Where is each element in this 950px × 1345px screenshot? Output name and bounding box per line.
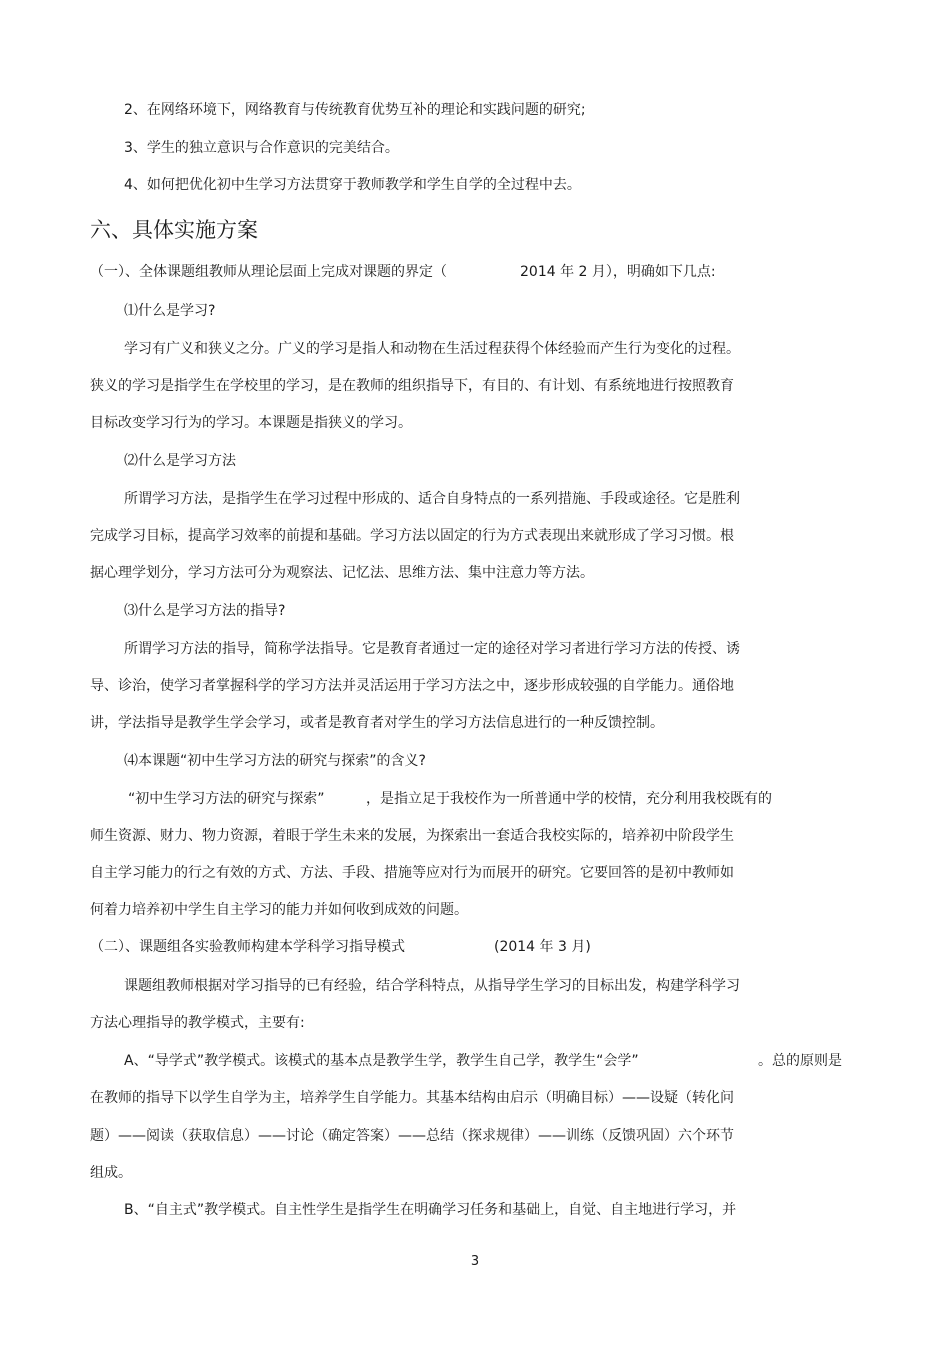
subsection-date: (2014 年 3 月) <box>494 939 591 955</box>
paragraph-line: 师生资源、财力、物力资源，着眼于学生未来的发展，为探索出一套适合我校实际的，培养初中阶段学生 <box>90 828 734 844</box>
paragraph-line: 。总的原则是 <box>758 1053 842 1069</box>
subsection-date: 2014 年 2 月），明确如下几点: <box>520 264 716 280</box>
list-item: 2、在网络环境下，网络教育与传统教育优势互补的理论和实践问题的研究; <box>124 102 586 118</box>
paragraph-line: 组成。 <box>90 1165 132 1181</box>
question-heading: ⑴什么是学习? <box>124 303 216 319</box>
paragraph-line: 在教师的指导下以学生自学为主，培养学生自学能力。其基本结构由启示（明确目标）——设疑（转化问 <box>90 1090 734 1106</box>
paragraph-line: 题）——阅读（获取信息）——讨论（确定答案）——总结（探求规律）——训练（反馈巩固）六个环节 <box>90 1128 734 1144</box>
subsection-title: （一）、全体课题组教师从理论层面上完成对课题的界定（ <box>90 264 447 280</box>
paragraph-line: 完成学习目标，提高学习效率的前提和基础。学习方法以固定的行为方式表现出来就形成了学习习惯。根 <box>90 528 734 544</box>
paragraph-line: 方法心理指导的教学模式，主要有: <box>90 1015 305 1031</box>
section-heading: 六、具体实施方案 <box>90 218 258 242</box>
question-heading: ⑷本课题“初中生学习方法的研究与探索”的含义? <box>124 753 426 769</box>
list-item: 3、学生的独立意识与合作意识的完美结合。 <box>124 140 399 156</box>
subsection-title: （二）、课题组各实验教师构建本学科学习指导模式 <box>90 939 405 955</box>
list-item: 4、如何把优化初中生学习方法贯穿于教师教学和学生自学的全过程中去。 <box>124 177 581 193</box>
paragraph-line: 所谓学习方法，是指学生在学习过程中形成的、适合自身特点的一系列措施、手段或途径。它是胜利 <box>124 491 740 507</box>
question-heading: ⑵什么是学习方法 <box>124 453 236 469</box>
paragraph-line: 所谓学习方法的指导，简称学法指导。它是教育者通过一定的途径对学习者进行学习方法的传授、诱 <box>124 641 740 657</box>
paragraph-line: B、“自主式”教学模式。自主性学生是指学生在明确学习任务和基础上，自觉、自主地进行学习，并 <box>124 1202 737 1218</box>
paragraph-line: A、“导学式”教学模式。该模式的基本点是教学生学，教学生自己学，教学生“会学” <box>124 1053 639 1069</box>
page-number: 3 <box>470 1254 480 1269</box>
paragraph-line: 据心理学划分，学习方法可分为观察法、记忆法、思维方法、集中注意力等方法。 <box>90 565 594 581</box>
paragraph-line: 自主学习能力的行之有效的方式、方法、手段、措施等应对行为而展开的研究。它要回答的是初中教师如 <box>90 865 734 881</box>
paragraph-line: ，是指立足于我校作为一所普通中学的校情，充分利用我校既有的 <box>366 791 772 807</box>
paragraph-line: 讲，学法指导是教学生学会学习，或者是教育者对学生的学习方法信息进行的一种反馈控制。 <box>90 715 664 731</box>
paragraph-quote: “初中生学习方法的研究与探索” <box>128 791 325 807</box>
paragraph-line: 目标改变学习行为的学习。本课题是指狭义的学习。 <box>90 415 412 431</box>
paragraph-line: 何着力培养初中学生自主学习的能力并如何收到成效的问题。 <box>90 902 468 918</box>
question-heading: ⑶什么是学习方法的指导? <box>124 603 286 619</box>
paragraph-line: 课题组教师根据对学习指导的已有经验，结合学科特点，从指导学生学习的目标出发，构建学科学习 <box>124 978 740 994</box>
paragraph-line: 导、诊治，使学习者掌握科学的学习方法并灵活运用于学习方法之中，逐步形成较强的自学能力。通俗地 <box>90 678 734 694</box>
paragraph-line: 狭义的学习是指学生在学校里的学习，是在教师的组织指导下，有目的、有计划、有系统地进行按照教育 <box>90 378 734 394</box>
paragraph-line: 学习有广义和狭义之分。广义的学习是指人和动物在生活过程获得个体经验而产生行为变化的过程。 <box>124 341 740 357</box>
